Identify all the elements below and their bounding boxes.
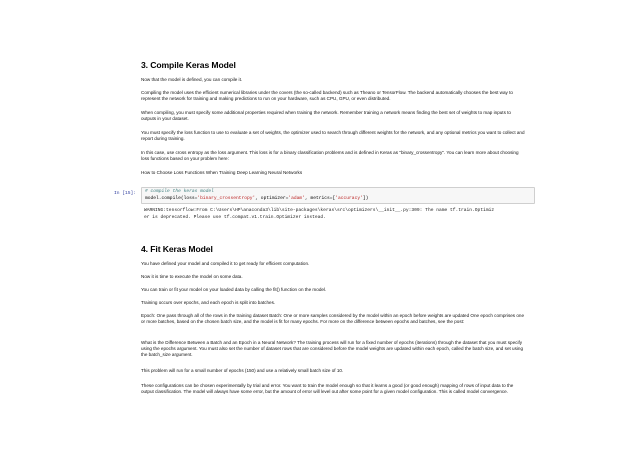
section-3-paragraph: You must specify the loss function to use to evaluate a set of weights, the optimizer used to search through different weights for the network, and any optional metrics you want to collect and report during training. (141, 130, 525, 142)
output-line: er is deprecated. Please use tf.compat.v1.train.Optimizer instead. (144, 214, 326, 220)
section-3-link[interactable]: How to Choose Loss Functions When Training Deep Learning Neural Networks (141, 170, 303, 175)
output-line: WARNING:tensorflow:From C:\Users\HP\anaconda3\lib\site-packages\keras\src\optimizers\__init__.py:309: The name tf.train.Optimiz (144, 208, 495, 213)
section-4-paragraph: Training occurs over epochs, and each epoch is split into batches. (141, 300, 276, 305)
cell-prompt: In [15]: (113, 191, 136, 196)
section-3-paragraph: In this case, use cross entropy as the loss argument. This loss is for a binary classification problems and is defined in Keras as "binary_crossentropy". You can learn more about choosing loss functions based on your problem here: (141, 150, 519, 162)
section-3-paragraph: Now that the model is defined, you can compile it. (141, 77, 243, 82)
section-3-paragraph: When compiling, you must specify some additional properties required when training the network. Remember training a network means finding the best set of weights to map inputs to outputs in your dataset. (141, 110, 511, 122)
section-3-heading: 3. Compile Keras Model (141, 60, 236, 70)
section-4-paragraph: Now it is time to execute the model on some data. (141, 274, 243, 279)
section-4-paragraph: These configurations can be chosen experimentally by trial and error. You want to train the model enough so that it learns a good (or good enough) mapping of rows of input data to the output classification. The model will always have some error, but the amount of error will level out after some point for a given model configuration. This is called model convergence. (141, 383, 514, 395)
section-4-paragraph: This problem will run for a small number of epochs (150) and use a relatively small batch size of 10. (141, 368, 344, 373)
section-4-paragraph: You can train or fit your model on your loaded data by calling the fit() function on the model. (141, 287, 327, 292)
code-cell[interactable] (104, 187, 536, 227)
section-4-heading: 4. Fit Keras Model (141, 244, 213, 254)
section-4-paragraph: What is the Difference Between a Batch and an Epoch in a Neural Network? The training process will run for a fixed number of epochs (iterations) through the dataset that you must specify using the epochs argument. You must also set the number of dataset rows that are considered before the model weights are updated within each epoch, called the batch size, and set using the batch_size argument. (141, 340, 524, 358)
code-comment: # compile the keras model (145, 189, 214, 194)
code-string: 'binary_crossentropy' (197, 195, 256, 201)
section-3-paragraph: Compiling the model uses the efficient numerical libraries under the covers (the so-called backend) such as Theano or TensorFlow. The backend automatically chooses the best way to represent the network for training and making predictions to run on your hardware, such as CPU, GPU, or even distributed. (141, 90, 513, 102)
section-4-paragraph: Epoch: One pass through all of the rows in the training dataset Batch: One or more samples considered by the model within an epoch before weights are updated One epoch comprises one or more batches, based on the chosen batch size, and the model is fit for many epochs. For more on the difference between epochs and batches, see the post: (141, 313, 525, 325)
code-text: model.compile(loss= (145, 195, 198, 201)
code-text: , optimizer= (255, 195, 289, 201)
code-editor[interactable] (141, 187, 535, 204)
code-string: 'adam' (288, 195, 305, 201)
code-text: , metrics=[ (304, 195, 336, 201)
code-string: 'accuracy' (335, 195, 363, 201)
cell-output (144, 208, 536, 221)
code-text: ]) (362, 195, 369, 201)
section-4-paragraph: You have defined your model and compiled it to get ready for efficient computation. (141, 261, 310, 266)
